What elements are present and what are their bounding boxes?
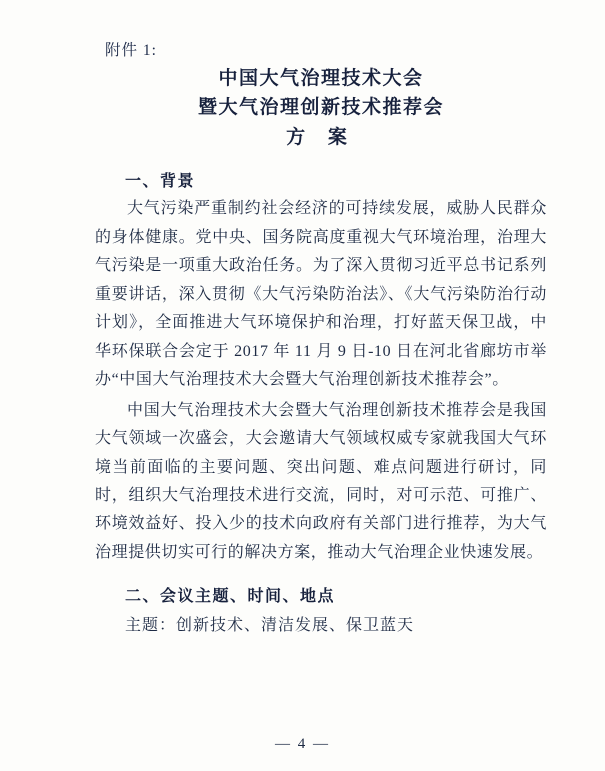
page-number: — 4 —: [275, 736, 330, 752]
title-line-1: 中国大气治理技术大会: [218, 68, 424, 89]
title-line-3: 方 案: [286, 126, 356, 148]
title-line-2: 暨大气治理创新技术推荐会: [197, 97, 444, 119]
page-title: [95, 64, 547, 152]
paragraph-background-2: 中国大气治理技术大会暨大气治理创新技术推荐会是我国大气领域一次盛会，大会邀请大气领域权威专家就我国大气环境当前面临的主要问题、突出问题、难点问题进行研讨，同时，组织大气治理技术进行交流，同时，对可示范、可推广、环境效益好、投入少的技术向政府有关部门进行推荐，为大气治理提供切实可行的解决方案，推动大气治理企业快速发展。: [95, 401, 547, 561]
section-heading-theme-time-place: 二、会议主题、时间、地点: [125, 588, 336, 606]
paragraph-background-1: 大气污染严重制约社会经济的可持续发展，威胁人民群众的身体健康。党中央、国务院高度重视大气环境治理，治理大气污染是一项重大政治任务。为了深入贯彻习近平总书记系列重要讲话，深入贯彻《大气污染防治法》、《大气污染防治行动计划》，全面推进大气环境保护和治理，打好蓝天保卫战，中华环保联合会定于 2017 年 11 月 9 日-10 日在河北省廊坊市举办“中国大气治理技术大会暨大气治理创新技术推荐会”。: [95, 200, 547, 389]
section-heading-background: 一、背景: [125, 173, 196, 191]
theme-line: 主题：创新技术、清洁发展、保卫蓝天: [125, 617, 415, 635]
attachment-label: 附件 1:: [105, 42, 157, 59]
